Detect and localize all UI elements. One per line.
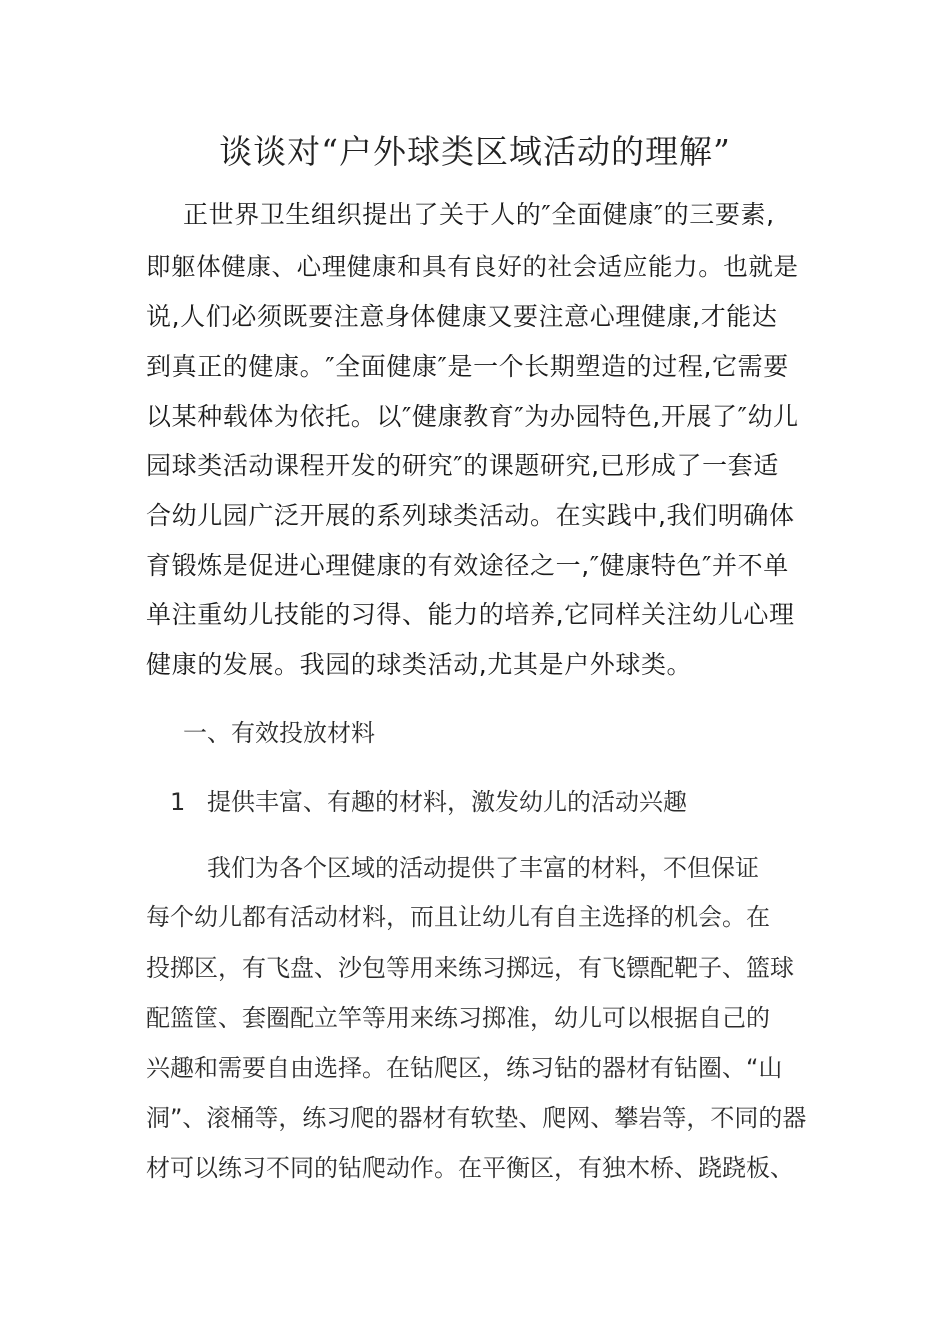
- paragraph-line: 每个幼儿都有活动材料，而且让幼儿有自主选择的机会。在: [146, 903, 770, 931]
- paragraph-line: 以某种载体为依托。以″健康教育″为办园特色,开展了″幼儿: [146, 402, 799, 431]
- subsection-heading: 提供丰富、有趣的材料，激发幼儿的活动兴趣: [207, 788, 687, 816]
- paragraph-line: 说,人们必须既要注意身体健康又要注意心理健康,才能达: [146, 302, 778, 331]
- subsection-number: 1: [170, 788, 186, 816]
- paragraph-line: 健康的发展。我园的球类活动,尤其是户外球类。: [146, 650, 693, 679]
- paragraph-line: 洞”、滚桶等，练习爬的器材有软垫、爬网、攀岩等，不同的器: [146, 1104, 807, 1132]
- paragraph-line: 到真正的健康。″全面健康″是一个长期塑造的过程,它需要: [146, 352, 789, 381]
- paragraph-line: 育锻炼是促进心理健康的有效途径之一,″健康特色″并不单: [146, 551, 789, 580]
- paragraph-line: 合幼儿园广泛开展的系列球类活动。在实践中,我们明确体: [146, 501, 795, 530]
- paragraph-line: 我们为各个区域的活动提供了丰富的材料，不但保证: [207, 854, 759, 882]
- paragraph-line: 配篮筐、套圈配立竿等用来练习掷准，幼儿可以根据自己的: [146, 1004, 770, 1032]
- paragraph-line: 材可以练习不同的钻爬动作。在平衡区，有独木桥、跷跷板、: [146, 1154, 794, 1182]
- document-title: 谈谈对“户外球类区域活动的理解”: [219, 132, 731, 171]
- paragraph-line: 兴趣和需要自由选择。在钻爬区，练习钻的器材有钻圈、“山: [146, 1054, 783, 1082]
- paragraph-line: 正世界卫生组织提出了关于人的″全面健康″的三要素,: [183, 200, 775, 229]
- paragraph-line: 单注重幼儿技能的习得、能力的培养,它同样关注幼儿心理: [146, 600, 795, 629]
- paragraph-line: 园球类活动课程开发的研究″的课题研究,已形成了一套适: [146, 451, 779, 480]
- paragraph-line: 投掷区，有飞盘、沙包等用来练习掷远，有飞镖配靶子、篮球: [146, 954, 794, 982]
- paragraph-line: 即躯体健康、心理健康和具有良好的社会适应能力。也就是: [146, 252, 799, 281]
- section-heading: 一、有效投放材料: [183, 719, 375, 747]
